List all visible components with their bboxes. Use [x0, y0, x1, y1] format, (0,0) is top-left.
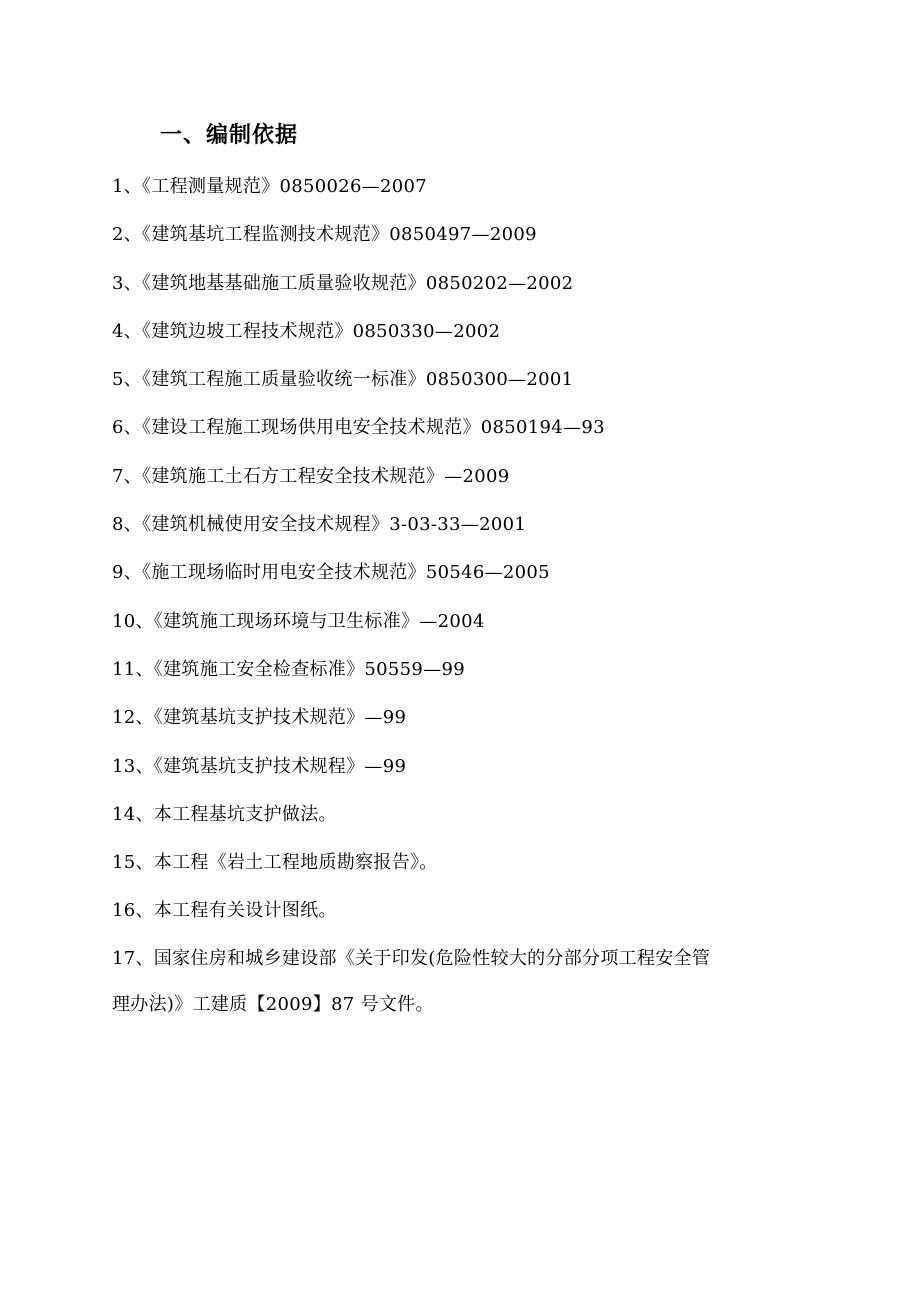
list-item: 9、《施工现场临时用电安全技术规范》50546—2005	[112, 562, 550, 584]
list-item-17-line-1: 17、国家住房和城乡建设部《关于印发(危险性较大的分部分项工程安全管	[112, 947, 711, 969]
list-item: 16、本工程有关设计图纸。	[112, 900, 337, 922]
list-item: 1、《工程测量规范》0850026—2007	[112, 176, 428, 197]
list-item: 10、《建筑施工现场环境与卫生标准》—2004	[112, 610, 485, 632]
list-item: 13、《建筑基坑支护技术规程》—99	[112, 755, 407, 777]
list-item: 11、《建筑施工安全检查标准》50559—99	[112, 658, 465, 680]
list-item: 3、《建筑地基基础施工质量验收规范》0850202—2002	[112, 272, 574, 294]
list-item: 7、《建筑施工土石方工程安全技术规范》—2009	[112, 465, 510, 487]
list-item: 8、《建筑机械使用安全技术规程》3-03-33—2001	[112, 514, 527, 536]
section-heading: 一、编制依据	[160, 123, 299, 148]
list-item: 4、《建筑边坡工程技术规范》0850330—2002	[112, 320, 501, 342]
list-item-17-line-2: 理办法)》工建质【2009】87 号文件。	[112, 993, 434, 1015]
list-item: 14、本工程基坑支护做法。	[112, 803, 337, 825]
list-item: 5、《建筑工程施工质量验收统一标准》0850300—2001	[112, 369, 574, 391]
list-item-17	[112, 936, 812, 1028]
list-item: 6、《建设工程施工现场供用电安全技术规范》0850194—93	[112, 417, 605, 439]
list-item: 12、《建筑基坑支护技术规范》—99	[112, 707, 407, 729]
list-item: 15、本工程《岩土工程地质勘察报告》。	[112, 852, 438, 874]
reference-list	[112, 163, 812, 1028]
list-item: 2、《建筑基坑工程监测技术规范》0850497—2009	[112, 224, 537, 246]
